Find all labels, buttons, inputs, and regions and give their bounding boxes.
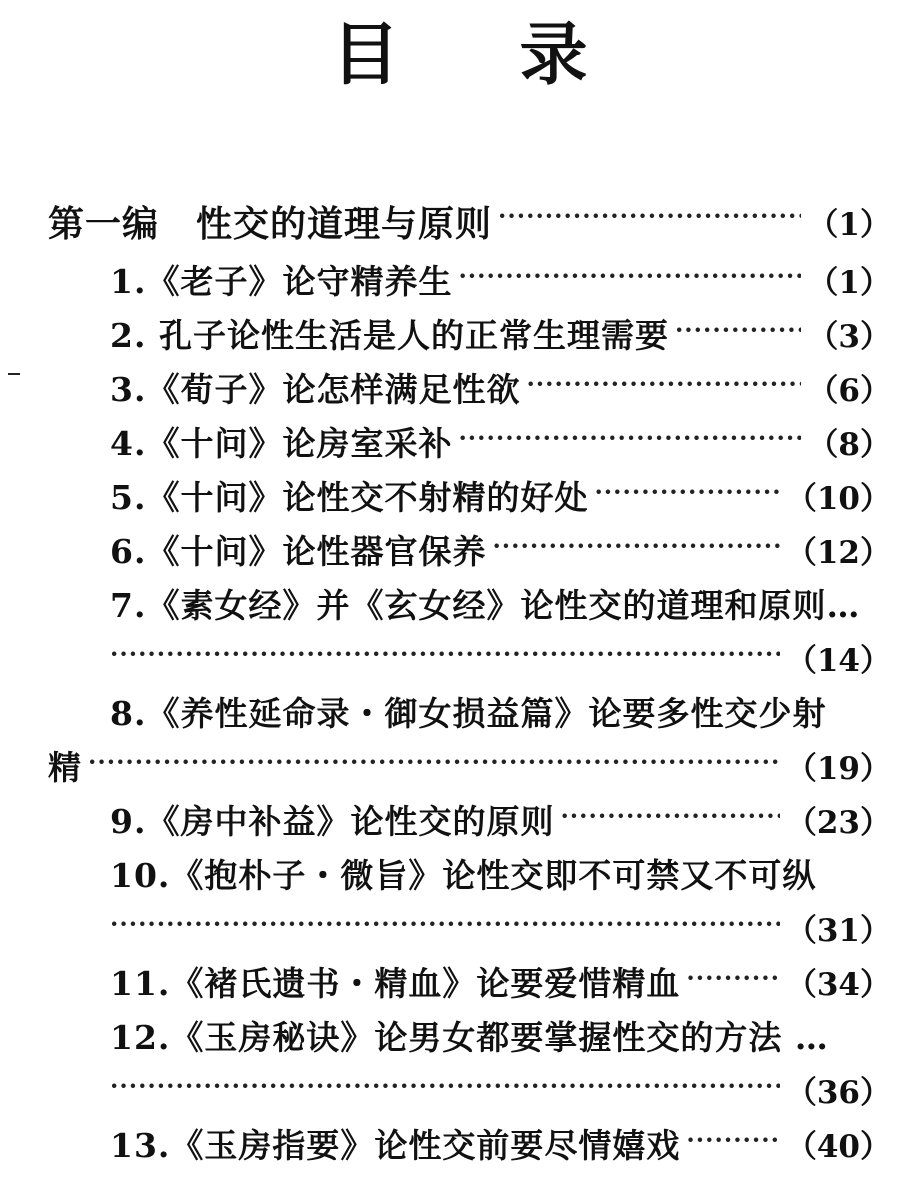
toc-entry-label: 1.《老子》论守精养生	[110, 261, 453, 301]
toc-entry-continuation[interactable]	[110, 1061, 891, 1117]
toc-page-number: （3）	[807, 318, 891, 355]
toc-entry-label: 精	[48, 747, 82, 787]
toc-leader-dots	[560, 803, 779, 836]
toc-part-heading[interactable]	[48, 193, 891, 249]
toc-entry-label: 10.《抱朴子・微旨》论性交即不可禁又不可纵	[110, 855, 817, 895]
toc-entry[interactable]	[110, 305, 891, 361]
toc-entry-continuation[interactable]	[110, 899, 891, 955]
toc-leader-dots	[110, 1073, 780, 1106]
page-title-char-1: 目	[331, 15, 400, 95]
toc-page-number: （19）	[785, 750, 891, 787]
toc-entry-label: 9.《房中补益》论性交的原则	[110, 801, 555, 841]
toc-entry[interactable]	[110, 1007, 891, 1063]
toc-leader-dots	[686, 965, 779, 998]
toc-page-number: （31）	[785, 912, 891, 949]
toc-entry[interactable]	[110, 251, 891, 307]
toc-entry[interactable]	[110, 413, 891, 469]
margin-mark	[8, 373, 20, 375]
toc-entry[interactable]	[110, 575, 891, 631]
toc-leader-dots	[492, 533, 779, 566]
toc-leader-dots	[526, 371, 801, 404]
toc-part-label: 第一编 性交的道理与原则	[48, 202, 493, 245]
toc-entry-label: 5.《十问》论性交不射精的好处	[110, 477, 589, 517]
toc-page-number: （10）	[785, 480, 891, 517]
toc-leader-dots	[88, 749, 780, 782]
toc-leader-dots	[110, 641, 780, 674]
toc-entry[interactable]	[110, 467, 891, 523]
page-title-char-2: 录	[519, 15, 588, 95]
toc-entry[interactable]	[110, 953, 891, 1009]
toc-page-number: （6）	[807, 372, 891, 409]
toc-entry-label: 3.《荀子》论怎样满足性欲	[110, 369, 521, 409]
toc-leader-dots	[458, 263, 801, 296]
toc-page-number: （12）	[785, 534, 891, 571]
toc-entry[interactable]	[110, 1115, 891, 1171]
toc-entry[interactable]	[110, 845, 891, 901]
toc-leader-dots	[458, 425, 801, 458]
toc-leader-dots	[594, 479, 779, 512]
toc-leader-dots	[686, 1127, 779, 1160]
toc-page-number: （40）	[785, 1128, 891, 1165]
toc-leader-dots	[498, 203, 801, 239]
toc-page-number: （36）	[785, 1074, 891, 1111]
toc-page-number: （34）	[785, 966, 891, 1003]
toc-entry-label: 12.《玉房秘诀》论男女都要掌握性交的方法 …	[110, 1017, 829, 1057]
toc-entry[interactable]	[110, 791, 891, 847]
page-title	[0, 0, 919, 110]
toc-leader-dots	[110, 911, 780, 944]
toc-entry[interactable]	[110, 359, 891, 415]
toc-entry-label: 13.《玉房指要》论性交前要尽情嬉戏	[110, 1125, 681, 1165]
toc-page-number: （1）	[807, 264, 891, 301]
toc-entry-label: 2. 孔子论性生活是人的正常生理需要	[110, 315, 669, 355]
toc-entry-continuation[interactable]	[110, 629, 891, 685]
toc-entry[interactable]	[110, 683, 891, 739]
toc-page-number: （14）	[785, 642, 891, 679]
toc-leader-dots	[675, 317, 801, 350]
toc-entry-label: 7.《素女经》并《玄女经》论性交的道理和原则…	[110, 585, 861, 625]
toc-page-number: （8）	[807, 426, 891, 463]
toc-page-number: （1）	[807, 206, 891, 243]
toc-entry-continuation[interactable]	[48, 737, 891, 793]
toc-entry[interactable]	[110, 521, 891, 577]
toc-entry-label: 4.《十问》论房室采补	[110, 423, 453, 463]
toc-page-number: （23）	[785, 804, 891, 841]
toc-entry-label: 11.《褚氏遗书・精血》论要爱惜精血	[110, 963, 681, 1003]
toc-entry-label: 8.《养性延命录・御女损益篇》论要多性交少射	[110, 693, 827, 733]
toc-entry-label: 6.《十问》论性器官保养	[110, 531, 487, 571]
